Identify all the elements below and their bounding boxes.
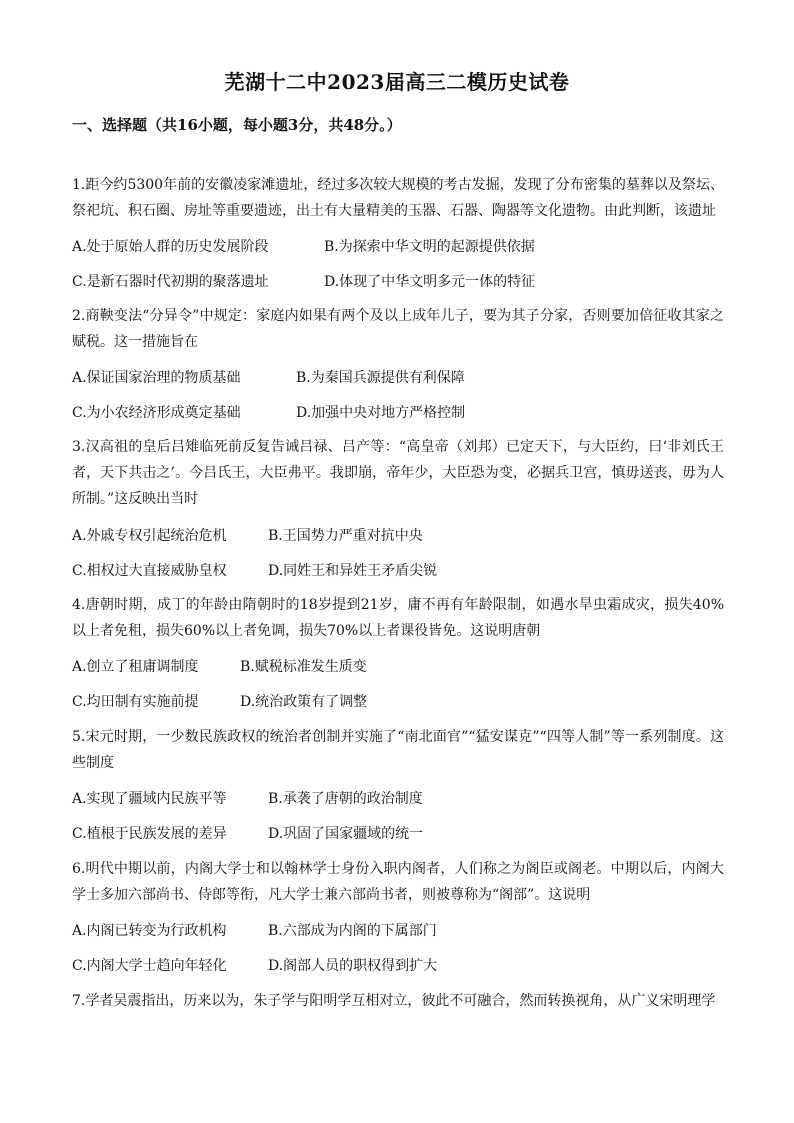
question-7-stem: 7.学者吴震指出，历来以为，朱子学与阳明学互相对立，彼此不可融合，然而转换视角，从广义宋明理学 bbox=[72, 993, 716, 1009]
question-2-option-b: B.为秦国兵源提供有利保障 bbox=[296, 370, 465, 386]
question-1-option-b: B.为探索中华文明的起源提供依据 bbox=[324, 239, 535, 255]
question-6-stem: 6.明代中期以前，内阁大学士和以翰林学士身份入职内阁者，人们称之为阁臣或阁老。中期以后，内阁大学士多加六部尚书、侍郎等衔，凡大学士兼六部尚书者，则被尊称为“阁部”。这说明 bbox=[72, 861, 724, 903]
question-1-option-c: C.是新石器时代初期的聚落遗址 bbox=[72, 274, 269, 290]
question-1-stem: 1.距今约5300年前的安徽凌家滩遗址，经过多次较大规模的考古发掘，发现了分布密集的墓葬以及祭坛、祭祀坑、积石圈、房址等重要遗迹，出土有大量精美的玉器、石器、陶器等文化遗物。由此判断，该遗址 bbox=[72, 177, 724, 219]
question-3-option-d: D.同姓王和异姓王矛盾尖锐 bbox=[268, 563, 438, 579]
question-5-option-a: A.实现了疆域内民族平等 bbox=[72, 791, 227, 807]
question-2-option-c: C.为小农经济形成奠定基础 bbox=[72, 405, 241, 421]
question-3-stem: 3.汉高祖的皇后吕雉临死前反复告诫吕禄、吕产等：“高皇帝（刘邦）已定天下，与大臣约，曰‘非刘氏王者，天下共击之’。今吕氏王，大臣弗平。我即崩，帝年少，大臣恐为变，必据兵卫宫，慎毋送丧，毋为人所制。”这反映出当时 bbox=[72, 439, 724, 507]
question-5-option-b: B.承袭了唐朝的政治制度 bbox=[268, 791, 423, 807]
question-3-option-a: A.外戚专权引起统治危机 bbox=[72, 528, 227, 544]
question-6-option-b: B.六部成为内阁的下属部门 bbox=[268, 923, 437, 939]
question-5-option-c: C.植根于民族发展的差异 bbox=[72, 826, 227, 842]
question-4-option-c: C.均田制有实施前提 bbox=[72, 694, 199, 710]
question-6-option-a: A.内阁已转变为行政机构 bbox=[72, 923, 227, 939]
page-title: 芜湖十二中2023届高三二模历史试卷 bbox=[224, 70, 570, 94]
question-3-option-c: C.相权过大直接威胁皇权 bbox=[72, 563, 227, 579]
question-4-option-a: A.创立了租庸调制度 bbox=[72, 659, 199, 675]
question-5-stem: 5.宋元时期，一少数民族政权的统治者创制并实施了“南北面官”“猛安谋克”“四等人制”等一系列制度。这些制度 bbox=[72, 729, 724, 771]
question-1-option-a: A.处于原始人群的历史发展阶段 bbox=[72, 239, 269, 255]
question-5-option-d: D.巩固了国家疆域的统一 bbox=[268, 826, 424, 842]
question-2-option-a: A.保证国家治理的物质基础 bbox=[72, 370, 241, 386]
question-6-option-d: D.阁部人员的职权得到扩大 bbox=[268, 958, 438, 974]
question-1-option-d: D.体现了中华文明多元一体的特征 bbox=[324, 274, 536, 290]
question-3-option-b: B.王国势力严重对抗中央 bbox=[268, 528, 423, 544]
question-4-stem: 4.唐朝时期，成丁的年龄由隋朝时的18岁提到21岁，庸不再有年龄限制，如遇水旱虫霜成灾，损失40%以上者免租，损失60%以上者免调，损失70%以上者课役皆免。这说明唐朝 bbox=[72, 597, 724, 639]
section-heading: 一、选择题（共16小题，每小题3分，共48分。） bbox=[72, 116, 402, 134]
question-4-option-d: D.统治政策有了调整 bbox=[240, 694, 368, 710]
question-2-stem: 2.商鞅变法“分异令”中规定：家庭内如果有两个及以上成年儿子，要为其子分家，否则要加倍征收其家之赋税。这一措施旨在 bbox=[72, 308, 724, 350]
question-6-option-c: C.内阁大学士趋向年轻化 bbox=[72, 958, 227, 974]
question-4-option-b: B.赋税标准发生质变 bbox=[240, 659, 367, 675]
question-2-option-d: D.加强中央对地方严格控制 bbox=[296, 405, 466, 421]
